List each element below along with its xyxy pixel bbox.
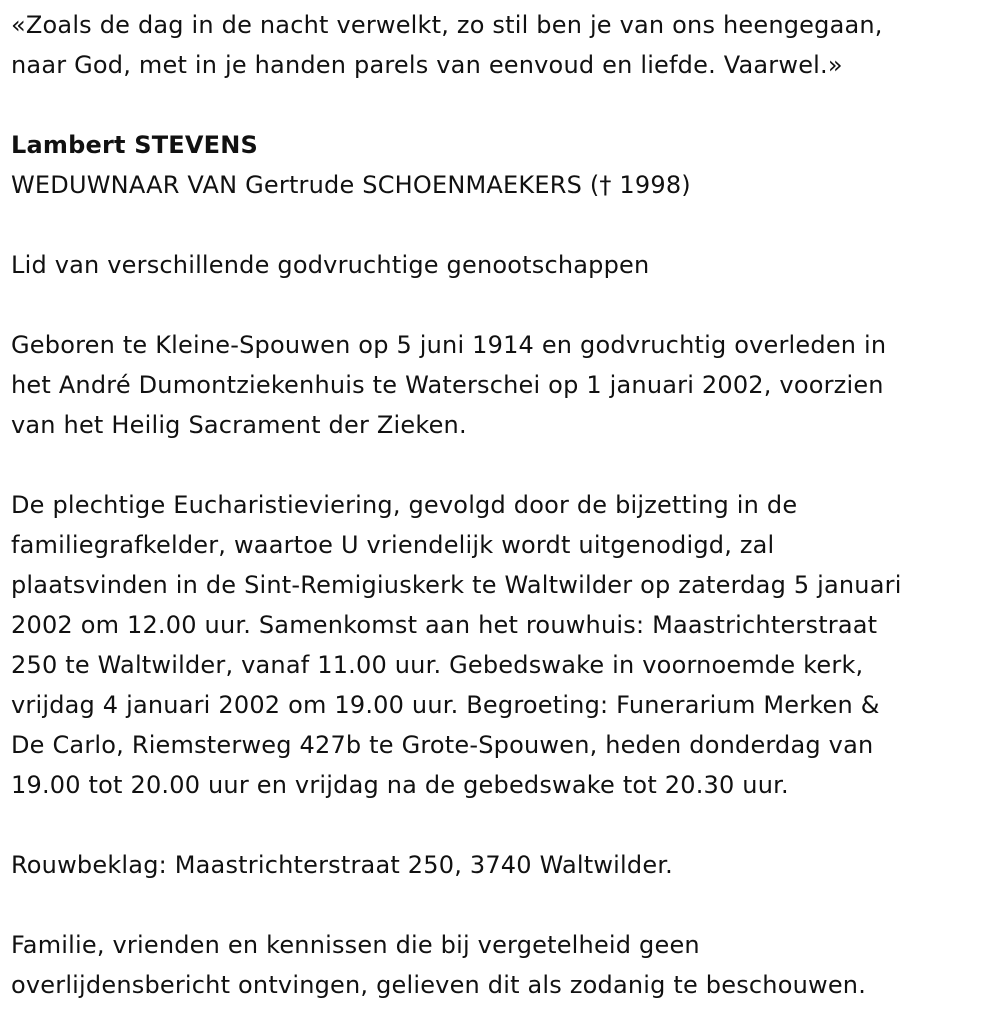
paragraph-spacer (11, 285, 991, 325)
text-line: «Zoals de dag in de nacht verwelkt, zo stil ben je van ons heengegaan, (11, 11, 883, 39)
text-line: De plechtige Eucharistieviering, gevolgd door de bijzetting in de (11, 491, 798, 519)
text-line: 2002 om 12.00 uur. Samenkomst aan het rouwhuis: Maastrichterstraat (11, 611, 878, 639)
obituary-notice (11, 5, 991, 1005)
text-line: 19.00 tot 20.00 uur en vrijdag na de gebedswake tot 20.30 uur. (11, 771, 789, 799)
text-line: 250 te Waltwilder, vanaf 11.00 uur. Gebedswake in voornoemde kerk, (11, 651, 864, 679)
deceased-name: Lambert STEVENS (11, 131, 259, 159)
birth-death-paragraph (11, 325, 991, 445)
paragraph-spacer (11, 885, 991, 925)
membership-line: Lid van verschillende godvruchtige genootschappen (11, 251, 650, 279)
text-line: van het Heilig Sacrament der Zieken. (11, 411, 467, 439)
paragraph-spacer (11, 805, 991, 845)
paragraph-spacer (11, 205, 991, 245)
text-line: overlijdensbericht ontvingen, gelieven dit als zodanig te beschouwen. (11, 971, 867, 999)
condolence-address: Rouwbeklag: Maastrichterstraat 250, 3740 Waltwilder. (11, 851, 674, 879)
text-line: het André Dumontziekenhuis te Waterschei op 1 januari 2002, voorzien (11, 371, 884, 399)
closing-paragraph (11, 925, 991, 1005)
text-line: Geboren te Kleine-Spouwen op 5 juni 1914 en godvruchtig overleden in (11, 331, 887, 359)
quote-paragraph (11, 5, 991, 85)
ceremony-paragraph (11, 485, 991, 805)
paragraph-spacer (11, 85, 991, 125)
paragraph-spacer (11, 445, 991, 485)
text-line: Familie, vrienden en kennissen die bij vergetelheid geen (11, 931, 700, 959)
text-line: familiegrafkelder, waartoe U vriendelijk wordt uitgenodigd, zal (11, 531, 775, 559)
text-line: De Carlo, Riemsterweg 427b te Grote-Spouwen, heden donderdag van (11, 731, 874, 759)
text-line: naar God, met in je handen parels van eenvoud en liefde. Vaarwel.» (11, 51, 843, 79)
widower-line: WEDUWNAAR VAN Gertrude SCHOENMAEKERS († 1998) (11, 171, 691, 199)
text-line: vrijdag 4 januari 2002 om 19.00 uur. Begroeting: Funerarium Merken & (11, 691, 880, 719)
text-line: plaatsvinden in de Sint-Remigiuskerk te Waltwilder op zaterdag 5 januari (11, 571, 902, 599)
